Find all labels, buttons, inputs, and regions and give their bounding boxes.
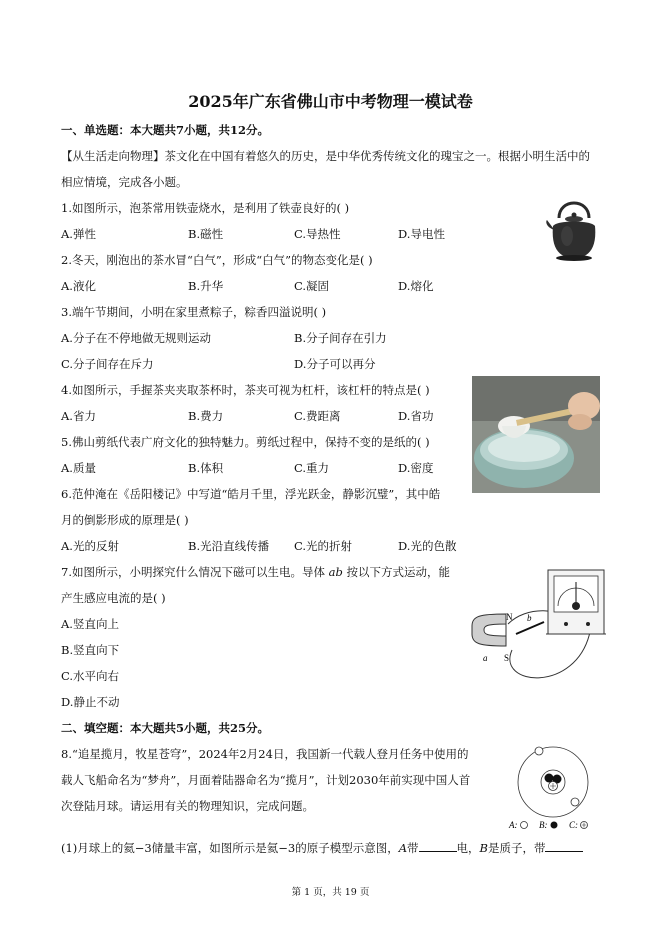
q7-stem-part-1: 7.如图所示，小明探究什么情况下磁可以生电。导体 [61, 565, 325, 579]
q7-option-a: A.竖直向上 [61, 617, 119, 631]
kettle-image [545, 192, 603, 264]
q4-option-a: A.省力 [61, 409, 96, 423]
q3-option-d: D.分子可以再分 [294, 357, 376, 371]
q7-conductor-label: ab [328, 565, 343, 579]
q8-sub1-text-b: 带 [407, 841, 419, 855]
section2-count: 5 [176, 721, 185, 735]
q1-option-c: C.导热性 [294, 227, 341, 241]
question-8-line-2: 载人飞船命名为“梦舟”，月面着陆器命名为“揽月”，计划2030年前实现中国人首 [61, 773, 471, 787]
question-8-line-1: 8.“追星揽月，牧星苍穹”，2024年2月24日，我国新一代载人登月任务中使用的 [61, 747, 469, 761]
section-suffix: 分。 [246, 123, 270, 137]
q6-option-b: B.光沿直线传播 [188, 539, 270, 553]
legend-a-label: A: [509, 820, 518, 830]
north-pole-label: N [506, 612, 513, 622]
q5-option-d: D.密度 [398, 461, 434, 475]
page-footer: 第 1 页，共 19 页 [291, 887, 370, 898]
q2-option-a: A.液化 [61, 279, 96, 293]
q6-option-c: C.光的折射 [294, 539, 353, 553]
conductor-end-a-label: a [483, 653, 488, 663]
south-pole-label: S [504, 653, 510, 663]
legend-b-label: B: [539, 820, 548, 830]
question-5-stem: 5.佛山剪纸代表广府文化的独特魅力。剪纸过程中，保持不变的是纸的( ) [61, 435, 430, 449]
question-6-stem-line-1: 6.范仲淹在《岳阳楼记》中写道“皓月千里，浮光跃金，静影沉璧”，其中皓 [61, 487, 441, 501]
question-3-stem: 3.端午节期间，小明在家里煮粽子，粽香四溢说明( ) [61, 305, 327, 319]
q2-option-c: C.凝固 [294, 279, 330, 293]
q5-option-a: A.质量 [61, 461, 96, 475]
q5-option-c: C.重力 [294, 461, 330, 475]
q8-sub1-text: (1)月球上的氦−3储量丰富，如图所示是氦−3的原子模型示意图， [61, 841, 399, 855]
q1-option-a: A.弹性 [61, 227, 96, 241]
question-2-stem: 2.冬天，刚泡出的茶水冒“白气”，形成“白气”的物态变化是( ) [61, 253, 373, 267]
intro-line-1: 【从生活走向物理】茶文化在中国有着悠久的历史，是中华优秀传统文化的瑰宝之一。根据小明生活中的 [61, 149, 590, 163]
question-1-stem: 1.如图所示，泡茶常用铁壶烧水，是利用了铁壶良好的( ) [61, 201, 350, 215]
q7-stem-part-2: 按以下方式运动，能 [346, 565, 451, 579]
electromagnetic-induction-diagram [466, 566, 612, 700]
section-count: 7 [176, 123, 185, 137]
section2-prefix: 二、填空题：本大题共 [61, 721, 176, 735]
q8-sub1-a-label: A [398, 841, 408, 855]
section2-mid: 小题，共 [184, 721, 231, 735]
q1-option-d: D.导电性 [398, 227, 445, 241]
q3-option-b: B.分子间存在引力 [294, 331, 387, 345]
legend-c-label: C: [569, 820, 578, 830]
section-mid: 小题，共 [184, 123, 231, 137]
q6-option-d: D.光的色散 [398, 539, 457, 553]
answer-blank-2[interactable] [545, 850, 583, 852]
q8-sub1-text-c: 电， [456, 841, 480, 855]
page-title: 2025年广东省佛山市中考物理一模试卷 [188, 92, 473, 111]
question-7-stem-line-1 [61, 564, 450, 580]
question-4-stem: 4.如图所示，手握茶夹夹取茶杯时，茶夹可视为杠杆，该杠杆的特点是( ) [61, 383, 430, 397]
section2-suffix: 分。 [246, 721, 270, 735]
question-8-sub-1 [61, 840, 583, 856]
question-7-stem-line-2: 产生感应电流的是( ) [61, 591, 166, 605]
legend-a-electron-icon [521, 822, 528, 829]
q8-sub1-b-label: B [479, 841, 488, 855]
helium-3-atom-model [505, 742, 609, 838]
question-6-stem-line-2: 月的倒影形成的原理是( ) [61, 513, 189, 527]
q4-option-c: C.费距离 [294, 409, 341, 423]
q4-option-b: B.费力 [188, 409, 224, 423]
conductor-end-b-label: b [527, 613, 532, 623]
legend-b-proton-icon [551, 822, 558, 829]
q7-option-b: B.竖直向下 [61, 643, 120, 657]
section-prefix: 一、单选题：本大题共 [61, 123, 176, 137]
q8-sub1-text-d: 是质子，带 [487, 841, 546, 855]
q2-option-b: B.升华 [188, 279, 224, 293]
q3-option-a: A.分子在不停地做无规则运动 [61, 331, 211, 345]
tea-clip-photo [472, 376, 600, 493]
answer-blank-1[interactable] [419, 850, 457, 852]
q6-option-a: A.光的反射 [61, 539, 119, 553]
q4-option-d: D.省功 [398, 409, 434, 423]
q7-option-d: D.静止不动 [61, 695, 120, 709]
question-8-line-3: 次登陆月球。请运用有关的物理知识，完成问题。 [61, 799, 314, 813]
section-heading-fill-blank [61, 720, 269, 736]
section-score: 12 [230, 123, 247, 137]
q3-option-c: C.分子间存在斥力 [61, 357, 154, 371]
q5-option-b: B.体积 [188, 461, 224, 475]
intro-line-2: 相应情境，完成各小题。 [61, 175, 188, 189]
q2-option-d: D.熔化 [398, 279, 434, 293]
section-heading-single-choice [61, 122, 269, 138]
q1-option-b: B.磁性 [188, 227, 224, 241]
section2-score: 25 [230, 721, 247, 735]
q7-option-c: C.水平向右 [61, 669, 120, 683]
